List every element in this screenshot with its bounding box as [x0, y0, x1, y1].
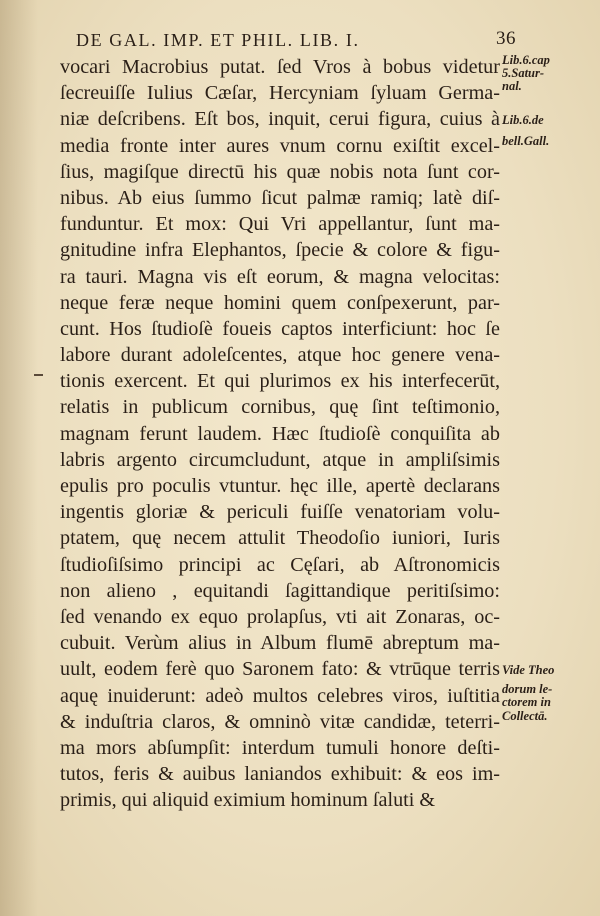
text-line: ptatem, quę necem attulit Theodoſio iuniori, Iuris — [60, 527, 500, 550]
text-line: labris argento circumcludunt, atque in ampliſsimis — [60, 448, 500, 471]
margin-note-caesar — [502, 114, 549, 148]
text-line: ſius, magiſque directū his quæ nobis nota ſunt cor- — [60, 160, 500, 183]
text-line: ingentis gloriæ & periculi fuiſſe venatoriam volu- — [60, 501, 500, 524]
text-line: cunt. Hos ſtudioſè foueis captos interficiunt: hoc ſe — [60, 317, 500, 340]
margin-note-line: Vide Theo — [502, 663, 555, 677]
margin-note-line: Lib.6.de — [502, 113, 544, 127]
text-line: tionis exercent. Et qui plurimos ex his interfecerūt, — [60, 370, 500, 393]
text-line: funduntur. Et mox: Qui Vri appellantur, ſunt ma- — [60, 213, 500, 236]
text-line: vocari Macrobius putat. ſed Vros à bobus videtur — [60, 56, 500, 78]
margin-note-theodorus — [502, 664, 554, 723]
text-line: neque feræ neque homini quem conſpexerunt, par- — [60, 291, 500, 314]
text-line: ſtudioſiſsimo principi ac Cęſari, ab Aſtronomicis — [60, 553, 500, 576]
margin-note-macrobius — [502, 54, 550, 94]
text-line: ſed venando ex equo prolapſus, vti ait Zonaras, oc- — [60, 605, 500, 628]
text-line: aquę inuiderunt: adeò multos celebres viros, iuſtitia — [60, 684, 500, 707]
text-line: cubuit. Verùm alius in Album flumē abreptum ma- — [60, 632, 500, 655]
text-line: nibus. Ab eius ſummo ſicut palmæ ramiq; latè diſ- — [60, 186, 500, 209]
page-number: 36 — [496, 28, 516, 49]
text-line: uult, eodem ferè quo Saronem fato: & vtrūque terris — [60, 658, 500, 681]
main-text-block — [60, 54, 500, 813]
text-line: media fronte inter aures vnum cornu exiſtit excel- — [60, 134, 500, 157]
text-line: ma mors abſumpſit: interdum tumuli honore deſti- — [60, 736, 500, 759]
margin-note-line: ctorem in — [502, 695, 551, 710]
running-head-title: DE GAL. IMP. ET PHIL. LIB. I. — [76, 30, 360, 50]
margin-note-line: bell.Gall. — [502, 134, 550, 149]
text-line: magnam ferunt laudem. Hæc ſtudioſè conquiſita ab — [60, 422, 500, 445]
text-line: relatis in publicum cornibus, quę ſint teſtimonio, — [60, 396, 500, 419]
text-line: primis, qui aliquid eximium hominum ſaluti & — [60, 789, 436, 812]
text-line: labore durant adoleſcentes, atque hoc genere vena- — [60, 344, 500, 367]
text-line: ra tauri. Magna vis eſt eorum, & magna velocitas: — [60, 265, 500, 288]
page-gutter-shadow — [0, 0, 38, 916]
margin-note-line: 5.Satur- — [502, 66, 545, 81]
text-line: niæ deſcribens. Eſt bos, inquit, cerui figura, cuius à — [60, 108, 500, 131]
text-line: ſecreuiſſe Iulius Cæſar, Hercyniam ſyluam Germa- — [60, 82, 500, 105]
margin-note-line: Collectā. — [502, 708, 548, 723]
text-line: & induſtria claros, & omninò vitæ candidæ, teterri- — [60, 710, 500, 733]
margin-mark — [34, 374, 43, 376]
margin-note-line: dorum le- — [502, 682, 553, 697]
margin-note-line: nal. — [502, 79, 522, 94]
margin-note-line: Lib.6.cap — [502, 53, 550, 67]
text-line: tutos, feris & auibus laniandos exhibuit: & eos im- — [60, 763, 500, 786]
text-line: epulis pro poculis vtuntur. hęc ille, apertè declarans — [60, 475, 500, 497]
text-line: gnitudine infra Elephantos, ſpecie & colore & figu- — [60, 239, 500, 262]
text-line: non alieno , equitandi ſagittandique peritiſsimo: — [60, 579, 500, 602]
